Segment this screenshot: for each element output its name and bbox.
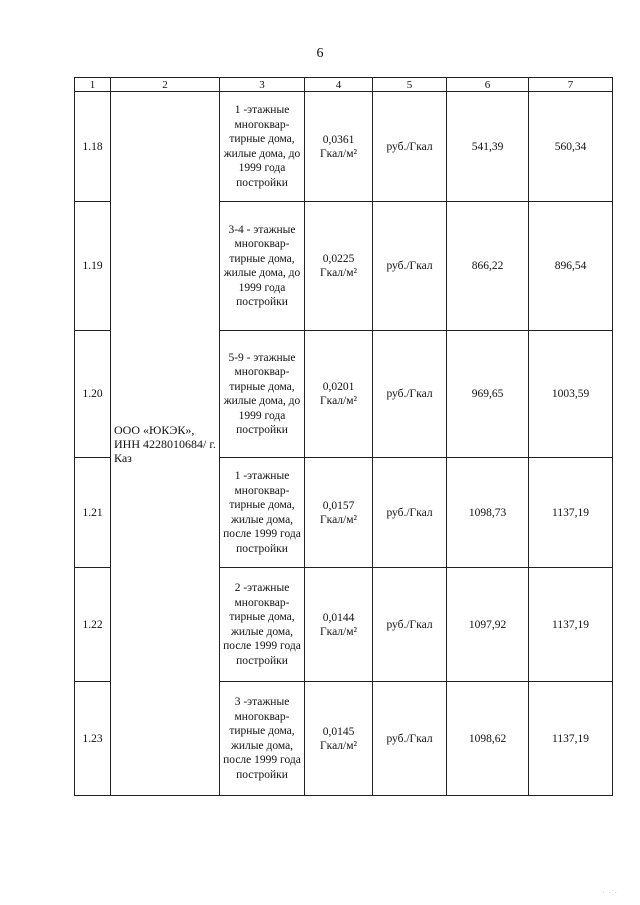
row-number: 1.19 [75,202,111,331]
norm-unit: Гкал/м² [320,147,357,160]
row-number: 1.21 [75,458,111,568]
header-cell: 2 [111,78,220,92]
price-col6: 1098,62 [447,682,529,796]
norm-cell [305,682,373,796]
row-number: 1.22 [75,568,111,682]
building-description: 3-4 - этажные многоквар-тирные дома, жилые дома, до 1999 года постройки [220,202,305,331]
norm-cell [305,331,373,458]
building-description: 3 -этажные многоквар-тирные дома, жилые дома, после 1999 года постройки [220,682,305,796]
header-cell: 3 [220,78,305,92]
tariff-table [74,77,613,796]
norm-value: 0,0201 [322,381,355,393]
scan-artifact: · · · [602,889,618,897]
norm-unit: Гкал/м² [320,513,357,526]
building-description: 1 -этажные многоквар-тирные дома, жилые дома, после 1999 года постройки [220,458,305,568]
norm-value: 0,0361 [322,133,355,146]
price-col6: 1097,92 [447,568,529,682]
page-number: 6 [316,46,324,61]
norm-value: 0,0225 [322,253,355,265]
price-col7: 1003,59 [529,331,613,458]
building-description: 1 -этажные многоквар-тирные дома, жилые дома, до 1999 года постройки [220,92,305,202]
unit-cell: руб./Гкал [373,202,447,331]
price-col7: 560,34 [529,92,613,202]
organization-cell: ООО «ЮКЭК», ИНН 4228010684/ г. Каз [111,92,220,796]
price-col7: 1137,19 [529,568,613,682]
row-number: 1.18 [75,92,111,202]
header-cell: 5 [373,78,447,92]
norm-cell [305,458,373,568]
norm-cell [305,202,373,331]
header-cell: 6 [447,78,529,92]
norm-value: 0,0145 [322,725,355,738]
unit-cell: руб./Гкал [373,682,447,796]
norm-cell [305,568,373,682]
norm-value: 0,0144 [322,611,355,624]
norm-unit: Гкал/м² [320,267,357,279]
price-col7: 1137,19 [529,458,613,568]
price-col6: 969,65 [447,331,529,458]
unit-cell: руб./Гкал [373,92,447,202]
norm-cell [305,92,373,202]
row-number: 1.23 [75,682,111,796]
price-col7: 1137,19 [529,682,613,796]
price-col6: 866,22 [447,202,529,331]
norm-unit: Гкал/м² [320,625,357,638]
building-description: 2 -этажные многоквар-тирные дома, жилые дома, после 1999 года постройки [220,568,305,682]
header-row [75,78,613,92]
building-description: 5-9 - этажные многоквар-тирные дома, жилые дома, до 1999 года постройки [220,331,305,458]
norm-unit: Гкал/м² [320,395,357,407]
norm-value: 0,0157 [322,499,355,512]
price-col6: 541,39 [447,92,529,202]
norm-unit: Гкал/м² [320,739,357,752]
price-col6: 1098,73 [447,458,529,568]
unit-cell: руб./Гкал [373,568,447,682]
unit-cell: руб./Гкал [373,331,447,458]
header-cell: 7 [529,78,613,92]
table-row [75,92,613,202]
unit-cell: руб./Гкал [373,458,447,568]
price-col7: 896,54 [529,202,613,331]
header-cell: 1 [75,78,111,92]
row-number: 1.20 [75,331,111,458]
header-cell: 4 [305,78,373,92]
